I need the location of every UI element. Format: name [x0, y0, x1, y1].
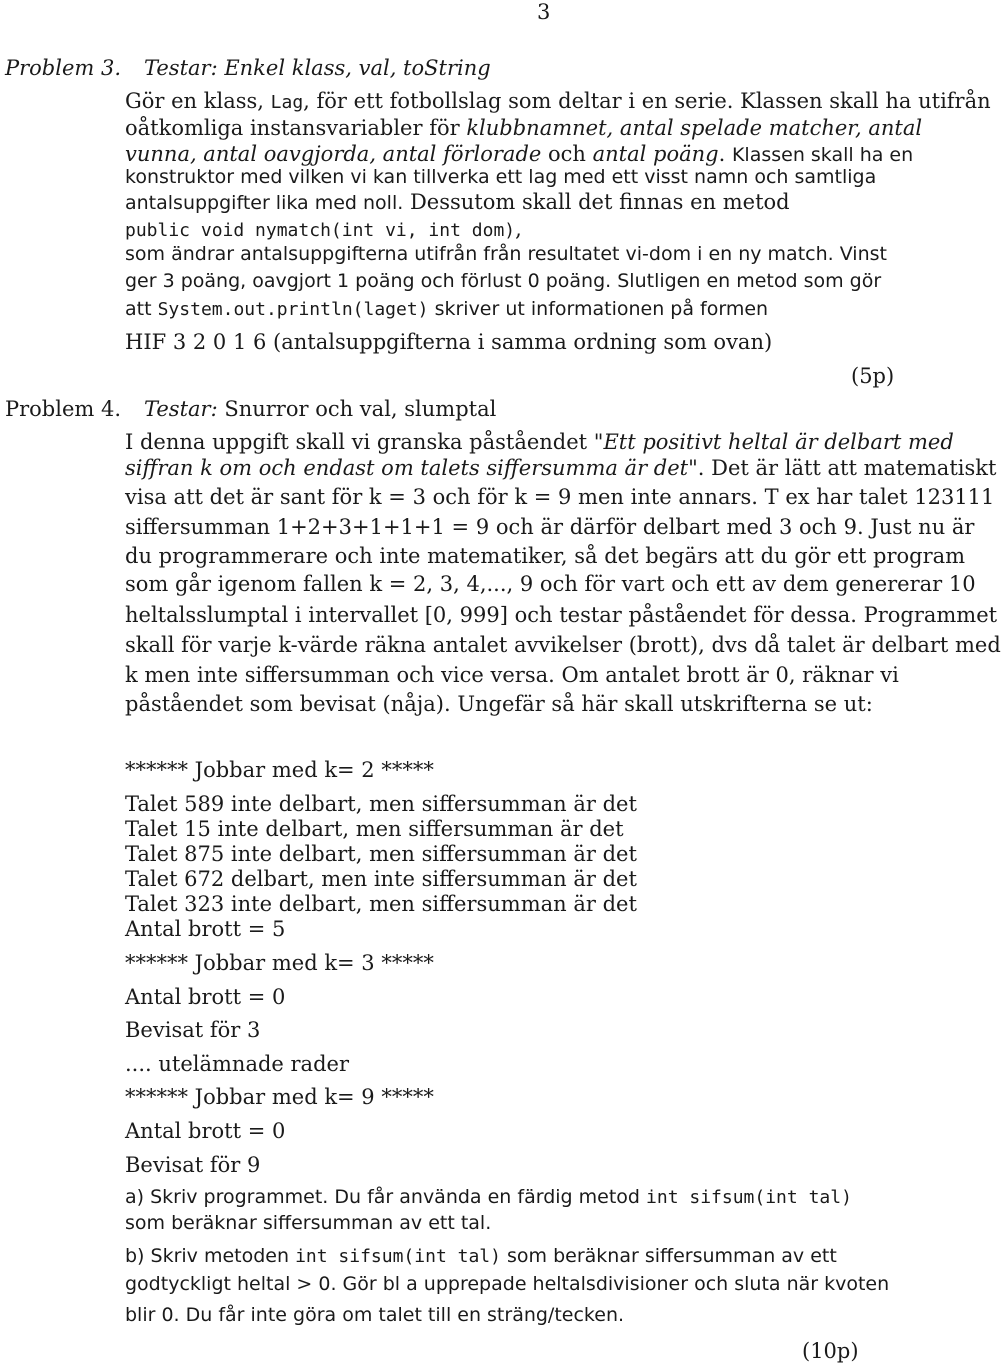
p4-line-4: siffersumman 1+2+3+1+1+1 = 9 och är därför delbart med 3 och 9. Just nu är — [125, 515, 975, 539]
p3-line-6: public void nymatch(int vi, int dom), — [125, 217, 522, 241]
p4-line-7: heltalsslumptal i intervallet [0, 999] och testar påståendet för dessa. Programmet — [125, 603, 998, 627]
p3-line-9: att System.out.println(laget) skriver ut informationen på formen — [125, 298, 769, 320]
p3-line-3: vunna, antal oavgjorda, antal förlorade och antal poäng. Klassen skall ha en — [125, 142, 914, 166]
p3-line-8: ger 3 poäng, oavgjort 1 poäng och förlust 0 poäng. Slutligen en metod som gör — [125, 270, 882, 292]
p4-line-8: skall för varje k-värde räkna antalet avvikelser (brott), dvs då talet är delbart med — [125, 633, 1001, 657]
sifsum-signature-code: int sifsum(int tal) — [295, 1246, 501, 1267]
p4-line-9: k men inte siffersumman och vice versa. Om antalet brott är 0, räknar vi — [125, 663, 899, 687]
output-line: Talet 589 inte delbart, men siffersumman är det — [125, 792, 637, 816]
p4-points: (10p) — [802, 1339, 859, 1363]
p4-line-10: påståendet som bevisat (nåja). Ungefär så här skall utskrifterna se ut: — [125, 692, 873, 716]
p3-line-5: antalsuppgifter lika med noll. Dessutom skall det finnas en metod — [125, 190, 790, 214]
part-a-line-1: a) Skriv programmet. Du får använda en färdig metod int sifsum(int tal) — [125, 1186, 852, 1208]
output-line: Antal brott = 0 — [125, 985, 286, 1009]
output-line: Bevisat för 3 — [125, 1018, 261, 1042]
part-b-line-3: blir 0. Du får inte göra om talet till en sträng/tecken. — [125, 1304, 625, 1326]
output-line: Antal brott = 5 — [125, 917, 286, 941]
output-line: Talet 15 inte delbart, men siffersumman är det — [125, 817, 624, 841]
p3-line-2: oåtkomliga instansvariabler för klubbnamnet, antal spelade matcher, antal — [125, 116, 923, 140]
part-b-line-2: godtyckligt heltal > 0. Gör bl a upprepade heltalsdivisioner och sluta när kvoten — [125, 1273, 890, 1295]
p4-line-3: visa att det är sant för k = 3 och för k = 9 men inte annars. T ex har talet 123111 — [125, 485, 995, 509]
output-line: .... utelämnade rader — [125, 1052, 349, 1076]
p4-line-5: du programmerare och inte matematiker, så det begärs att du gör ett program — [125, 544, 966, 568]
nymatch-signature-code: public void nymatch(int vi, int dom) — [125, 220, 516, 241]
problem-4-label: Problem 4. — [5, 397, 122, 421]
p4-line-6: som går igenom fallen k = 2, 3, 4,..., 9 och för vart och ett av dem genererar 10 — [125, 572, 976, 596]
p4-line-1: I denna uppgift skall vi granska påståendet "Ett positivt heltal är delbart med — [125, 430, 954, 454]
p3-points: (5p) — [851, 364, 895, 388]
output-line: Bevisat för 9 — [125, 1153, 261, 1177]
output-line: ****** Jobbar med k= 9 ***** — [125, 1085, 434, 1109]
sifsum-signature-code: int sifsum(int tal) — [646, 1187, 852, 1208]
output-line: Talet 672 delbart, men inte siffersumman är det — [125, 867, 637, 891]
output-line: Talet 323 inte delbart, men siffersumman är det — [125, 892, 637, 916]
output-line: Antal brott = 0 — [125, 1119, 286, 1143]
p3-line-4: konstruktor med vilken vi kan tillverka ett lag med ett visst namn och samtliga — [125, 166, 877, 188]
page-number: 3 — [537, 0, 551, 24]
output-line: Talet 875 inte delbart, men siffersumman är det — [125, 842, 637, 866]
p3-example: HIF 3 2 0 1 6 (antalsuppgifterna i samma ordning som ovan) — [125, 330, 773, 354]
class-name-code: Lag — [270, 92, 304, 113]
println-code: System.out.println(laget) — [157, 299, 429, 320]
p3-line-7: som ändrar antalsuppgifterna utifrån från resultatet vi-dom i en ny match. Vinst — [125, 243, 887, 265]
part-b-line-1: b) Skriv metoden int sifsum(int tal) som beräknar siffersumman av ett — [125, 1245, 837, 1267]
problem-3-label: Problem 3. — [5, 56, 122, 80]
output-line: ****** Jobbar med k= 3 ***** — [125, 951, 434, 975]
p4-line-2: siffran k om och endast om talets siffersumma är det". Det är lätt att matematiskt — [125, 456, 997, 480]
problem-4-title: Testar: Snurror och val, slumptal — [144, 397, 497, 421]
problem-3-title: Testar: Enkel klass, val, toString — [144, 56, 491, 80]
p3-line-1: Gör en klass, Lag, för ett fotbollslag som deltar i en serie. Klassen skall ha utifrån — [125, 89, 991, 113]
output-line: ****** Jobbar med k= 2 ***** — [125, 758, 434, 782]
part-a-line-2: som beräknar siffersumman av ett tal. — [125, 1212, 492, 1234]
